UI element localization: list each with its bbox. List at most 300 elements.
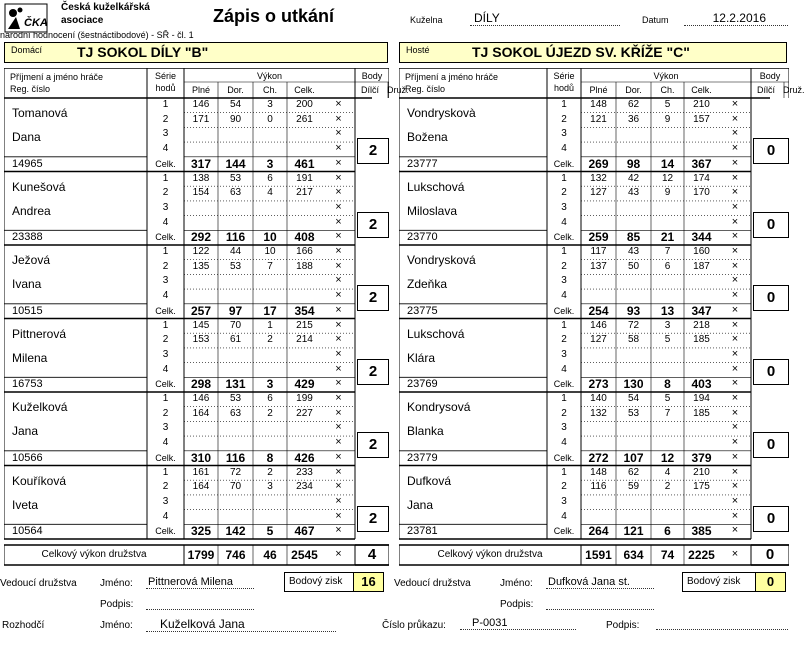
home-label: Domácí xyxy=(11,45,43,55)
away-series-value: 9 xyxy=(664,113,671,125)
away-player-points: 0 xyxy=(753,506,789,532)
home-series-number: 1 xyxy=(162,466,169,478)
home-player-total: 131 xyxy=(225,377,246,392)
home-col-series: Série xyxy=(154,71,176,81)
away-player-total: 259 xyxy=(588,230,609,245)
home-player-points: 2 xyxy=(357,432,389,458)
away-player-reg-number: 23769 xyxy=(407,378,438,391)
away-series-value: 210 xyxy=(693,466,710,478)
away-player-total: 13 xyxy=(660,303,675,318)
away-series-value: 127 xyxy=(590,187,607,199)
away-col-player: Příjmení a jméno hráče xyxy=(405,72,499,82)
away-series-value: 12 xyxy=(661,172,674,184)
away-series-value: 210 xyxy=(693,99,710,110)
away-series-value: 7 xyxy=(664,246,671,257)
home-series-value: 72 xyxy=(229,466,242,478)
away-dilci-x-mark: × xyxy=(731,480,739,493)
referee-name: Kuželková Jana xyxy=(146,617,336,632)
away-player-total: 379 xyxy=(691,450,712,465)
home-dilci-x-mark: × xyxy=(335,98,342,110)
away-dilci-x-mark: × xyxy=(731,436,739,449)
home-series-number: 4 xyxy=(162,437,169,449)
away-player-surname: Vondrysková xyxy=(407,253,476,267)
home-series-value: 7 xyxy=(267,260,273,272)
away-series-value: 54 xyxy=(627,393,640,404)
home-player-surname: Ježová xyxy=(12,253,51,267)
home-score-table xyxy=(4,68,409,568)
home-player-total: 144 xyxy=(225,156,246,171)
referee-sign-line xyxy=(656,618,788,630)
home-player-firstname: Iveta xyxy=(12,497,39,512)
home-series-value: 146 xyxy=(192,393,210,404)
home-col-clear: Dor. xyxy=(227,85,244,95)
away-player-total: 264 xyxy=(588,524,609,539)
away-series-number: 4 xyxy=(561,437,567,449)
away-series-number: 3 xyxy=(561,422,567,434)
home-player-total: 298 xyxy=(190,377,212,392)
home-sign-line xyxy=(146,598,254,610)
home-captain-name: Pittnerová Milena xyxy=(146,576,254,589)
home-player-total: 317 xyxy=(190,156,212,171)
away-series-value: 72 xyxy=(627,319,640,331)
home-dilci-x-mark: × xyxy=(335,259,342,272)
away-captain-name: Dufková Jana st. xyxy=(546,576,654,589)
away-celk-tag: Celk. xyxy=(553,305,575,316)
home-player-reg-number: 10564 xyxy=(12,525,43,538)
home-player-surname: Kunešová xyxy=(12,179,66,194)
home-dilci-x-mark: × xyxy=(335,494,342,507)
home-player-total: 17 xyxy=(263,303,277,318)
home-dilci-x-mark: × xyxy=(335,230,342,243)
away-series-value: 187 xyxy=(693,260,710,272)
home-series-value: 6 xyxy=(267,393,273,404)
away-dilci-x-mark: × xyxy=(731,142,739,155)
away-dilci-x-mark: × xyxy=(731,259,739,272)
home-celk-tag: Celk. xyxy=(155,452,176,463)
home-series-value: 153 xyxy=(192,334,210,346)
away-dilci-x-mark: × xyxy=(731,156,739,169)
away-sign-label: Podpis: xyxy=(500,599,534,610)
home-team-points: 4 xyxy=(367,546,377,563)
home-bod-label: Bodový zisk xyxy=(289,576,343,587)
home-bod-box xyxy=(284,572,384,592)
home-series-value: 164 xyxy=(192,481,210,493)
away-dilci-x-mark: × xyxy=(731,112,739,125)
home-series-number: 4 xyxy=(162,510,169,522)
away-dilci-x-mark: × xyxy=(731,524,739,537)
home-series-number: 3 xyxy=(162,128,169,140)
away-celk-tag: Celk. xyxy=(553,379,575,390)
away-team-total-x-mark: × xyxy=(731,548,739,560)
away-dilci-x-mark: × xyxy=(731,289,739,302)
away-series-number: 4 xyxy=(561,290,567,302)
home-player-total: 429 xyxy=(294,377,315,392)
home-player-points: 2 xyxy=(357,212,389,238)
home-dilci-x-mark: × xyxy=(335,289,342,302)
home-series-value: 154 xyxy=(192,187,210,199)
home-dilci-x-mark: × xyxy=(335,333,342,346)
home-bod-value: 16 xyxy=(353,573,383,591)
home-team-total-label: Celkový výkon družstva xyxy=(41,549,147,560)
home-series-number: 3 xyxy=(162,348,169,360)
away-series-value: 3 xyxy=(664,319,671,331)
home-series-number: 3 xyxy=(162,495,169,507)
away-series-value: 62 xyxy=(627,466,640,478)
away-series-number: 1 xyxy=(561,246,567,257)
away-player-points: 0 xyxy=(753,285,789,311)
away-series-value: 137 xyxy=(590,260,607,272)
home-dilci-x-mark: × xyxy=(335,142,342,155)
away-series-value: 5 xyxy=(664,334,671,346)
away-player-reg-number: 23779 xyxy=(407,451,438,464)
home-captain-label: Vedoucí družstva xyxy=(0,578,77,589)
away-dilci-x-mark: × xyxy=(731,245,739,257)
away-player-firstname: Jana xyxy=(407,497,434,512)
home-series-value: 44 xyxy=(229,246,242,257)
away-series-value: 2 xyxy=(664,481,671,493)
away-series-value: 157 xyxy=(693,113,710,125)
home-series-value: 200 xyxy=(296,99,313,110)
home-series-value: 233 xyxy=(296,466,313,478)
away-series-value: 218 xyxy=(693,319,710,331)
home-player-total: 3 xyxy=(266,156,274,171)
away-dilci-x-mark: × xyxy=(731,377,739,390)
away-series-number: 1 xyxy=(561,393,567,404)
away-player-firstname: Miloslava xyxy=(407,203,458,218)
home-player-reg-number: 10566 xyxy=(12,451,43,464)
home-player-total: 3 xyxy=(266,377,274,392)
home-series-value: 6 xyxy=(267,172,273,184)
away-celk-tag: Celk. xyxy=(553,452,575,463)
home-series-value: 145 xyxy=(192,319,210,331)
away-player-total: 121 xyxy=(623,524,644,539)
away-series-value: 121 xyxy=(590,113,607,125)
home-celk-tag: Celk. xyxy=(155,526,176,537)
home-dilci-x-mark: × xyxy=(335,303,342,316)
home-player-total: 116 xyxy=(225,230,246,245)
away-series-value: 194 xyxy=(693,393,710,404)
away-player-total: 347 xyxy=(691,303,712,318)
venue-label: Kuželna xyxy=(410,15,443,25)
home-player-total: 461 xyxy=(294,156,315,171)
home-player-surname: Pittnerová xyxy=(12,326,67,341)
home-series-number: 4 xyxy=(162,216,169,228)
home-series-number: 1 xyxy=(162,172,169,184)
home-series-value: 146 xyxy=(192,99,210,110)
away-series-value: 50 xyxy=(627,260,640,272)
home-dilci-x-mark: × xyxy=(335,127,342,140)
away-team-bar xyxy=(399,42,787,63)
home-series-number: 2 xyxy=(162,187,169,199)
home-player-total: 354 xyxy=(294,303,315,318)
home-series-number: 2 xyxy=(162,481,169,493)
home-sign-label: Podpis: xyxy=(100,599,134,610)
away-series-number: 4 xyxy=(561,363,567,375)
away-series-value: 7 xyxy=(664,407,671,419)
home-player-reg-number: 14965 xyxy=(12,157,43,170)
away-series-number: 3 xyxy=(561,495,567,507)
home-dilci-x-mark: × xyxy=(335,524,342,537)
away-series-number: 3 xyxy=(561,348,567,360)
home-player-reg-number: 16753 xyxy=(12,378,43,391)
away-player-total: 12 xyxy=(660,450,675,465)
home-series-value: 138 xyxy=(192,172,210,184)
home-player-total: 116 xyxy=(225,450,246,465)
home-series-number: 1 xyxy=(162,319,169,331)
away-series-number: 4 xyxy=(561,143,567,155)
home-series-number: 1 xyxy=(162,393,169,404)
home-col-performance: Výkon xyxy=(256,71,282,81)
home-team-total-value: 2545 xyxy=(291,548,318,562)
home-series-value: 70 xyxy=(229,481,242,493)
home-dilci-x-mark: × xyxy=(335,156,342,169)
home-series-number: 2 xyxy=(162,407,169,419)
away-player-total: 130 xyxy=(623,377,644,392)
home-player-firstname: Milena xyxy=(12,350,48,365)
away-player-reg-number: 23775 xyxy=(407,304,438,317)
home-player-firstname: Jana xyxy=(12,424,39,438)
home-series-value: 63 xyxy=(229,187,242,199)
away-series-value: 116 xyxy=(590,481,607,493)
home-player-total: 97 xyxy=(228,303,243,318)
home-player-surname: Kuželková xyxy=(12,400,68,414)
home-series-value: 3 xyxy=(267,481,273,493)
away-player-total: 367 xyxy=(691,156,712,171)
home-series-value: 54 xyxy=(229,99,242,110)
away-team-name: TJ SOKOL ÚJEZD SV. KŘÍŽE "C" xyxy=(472,44,690,60)
home-series-value: 10 xyxy=(264,246,276,257)
home-player-surname: Tomanová xyxy=(12,106,68,120)
away-col-misses: Ch. xyxy=(660,85,675,95)
away-team-total-value: 74 xyxy=(660,548,675,562)
away-series-value: 5 xyxy=(664,393,671,404)
away-player-surname: Lukschová xyxy=(407,326,465,341)
away-series-value: 185 xyxy=(693,407,710,419)
away-player-points: 0 xyxy=(753,432,789,458)
home-col-points-team: Druž. xyxy=(387,85,409,95)
away-series-number: 2 xyxy=(561,113,567,125)
home-series-number: 1 xyxy=(162,99,169,110)
away-dilci-x-mark: × xyxy=(731,450,739,463)
away-player-surname: Vondryskovà xyxy=(407,106,476,120)
logo-text: ČKA xyxy=(24,17,48,29)
away-series-value: 42 xyxy=(627,172,640,184)
home-series-value: 53 xyxy=(229,260,242,272)
away-dilci-x-mark: × xyxy=(731,392,739,404)
away-dilci-x-mark: × xyxy=(731,465,739,478)
away-series-value: 185 xyxy=(693,334,710,346)
home-series-value: 4 xyxy=(267,187,273,199)
away-series-value: 148 xyxy=(590,99,607,110)
away-name-label: Jméno: xyxy=(500,578,533,589)
away-player-surname: Kondrysová xyxy=(407,400,471,414)
away-bod-label: Bodový zisk xyxy=(687,576,741,587)
away-dilci-x-mark: × xyxy=(731,186,739,199)
card-label: Číslo průkazu: xyxy=(382,620,446,631)
home-series-value: 70 xyxy=(229,319,242,331)
home-series-value: 214 xyxy=(296,334,313,346)
home-series-value: 227 xyxy=(296,407,313,419)
away-dilci-x-mark: × xyxy=(731,274,739,287)
away-series-value: 146 xyxy=(590,319,607,331)
home-player-total: 325 xyxy=(190,524,212,539)
away-series-number: 2 xyxy=(561,407,567,419)
away-col-points: Body xyxy=(759,71,781,81)
away-col-series: Série xyxy=(553,71,575,81)
home-series-value: 164 xyxy=(192,407,210,419)
home-team-bar xyxy=(4,42,388,63)
home-series-value: 199 xyxy=(296,393,313,404)
home-series-value: 188 xyxy=(296,260,313,272)
away-col-clear: Dor. xyxy=(625,85,642,95)
home-team-total-value: 1799 xyxy=(187,548,215,562)
home-series-value: 234 xyxy=(296,481,313,493)
home-player-total: 8 xyxy=(266,450,274,465)
away-player-points: 0 xyxy=(753,212,789,238)
home-series-number: 1 xyxy=(162,246,169,257)
date-label: Datum xyxy=(642,15,669,25)
away-player-reg-number: 23777 xyxy=(407,157,438,170)
home-series-value: 261 xyxy=(296,113,313,125)
home-series-value: 0 xyxy=(267,113,273,125)
away-team-points: 0 xyxy=(765,546,775,563)
home-player-firstname: Dana xyxy=(12,130,41,144)
away-player-firstname: Blanka xyxy=(407,424,444,438)
away-series-number: 4 xyxy=(561,216,567,228)
away-player-total: 273 xyxy=(588,377,609,392)
home-dilci-x-mark: × xyxy=(335,421,342,434)
away-col-total: Celk. xyxy=(691,85,712,95)
away-player-total: 107 xyxy=(623,450,644,465)
home-series-value: 53 xyxy=(229,393,242,404)
away-series-value: 58 xyxy=(627,334,640,346)
home-col-player: Příjmení a jméno hráče xyxy=(10,72,104,82)
away-celk-tag: Celk. xyxy=(553,232,575,243)
home-player-points: 2 xyxy=(357,285,389,311)
home-series-number: 4 xyxy=(162,143,169,155)
away-player-total: 14 xyxy=(660,156,675,171)
away-series-value: 4 xyxy=(664,466,671,478)
away-series-value: 53 xyxy=(627,407,640,419)
home-series-number: 2 xyxy=(162,260,169,272)
away-dilci-x-mark: × xyxy=(731,318,739,331)
home-player-points: 2 xyxy=(357,359,389,385)
home-name-label: Jméno: xyxy=(100,578,133,589)
away-series-number: 2 xyxy=(561,187,567,199)
away-dilci-x-mark: × xyxy=(731,494,739,507)
home-series-value: 61 xyxy=(229,334,242,346)
away-player-total: 93 xyxy=(626,303,641,318)
away-series-number: 3 xyxy=(561,128,567,140)
away-bod-box xyxy=(682,572,786,592)
home-player-total: 142 xyxy=(225,524,246,539)
away-player-points: 0 xyxy=(753,359,789,385)
home-col-series2: hodů xyxy=(155,83,176,93)
away-series-value: 43 xyxy=(627,187,640,199)
home-team-total-x-mark: × xyxy=(335,548,342,560)
away-series-value: 127 xyxy=(590,334,607,346)
away-player-surname: Dufková xyxy=(407,473,452,488)
away-series-value: 5 xyxy=(664,99,671,110)
home-series-value: 215 xyxy=(296,319,313,331)
away-player-surname: Lukschová xyxy=(407,179,465,194)
away-dilci-x-mark: × xyxy=(731,421,739,434)
away-col-series2: hodů xyxy=(553,83,575,93)
away-col-points-team: Druž. xyxy=(783,85,805,95)
away-series-value: 175 xyxy=(693,481,710,493)
home-dilci-x-mark: × xyxy=(335,362,342,375)
away-series-number: 1 xyxy=(561,319,567,331)
venue-value: DÍLY xyxy=(470,11,620,26)
away-series-number: 3 xyxy=(561,201,567,213)
away-dilci-x-mark: × xyxy=(731,362,739,375)
away-series-value: 62 xyxy=(627,99,640,110)
home-series-number: 2 xyxy=(162,334,169,346)
away-player-total: 21 xyxy=(660,230,675,245)
home-player-total: 310 xyxy=(190,450,212,465)
home-celk-tag: Celk. xyxy=(155,158,176,169)
home-dilci-x-mark: × xyxy=(335,215,342,228)
away-dilci-x-mark: × xyxy=(731,171,739,184)
away-series-value: 132 xyxy=(590,407,607,419)
home-series-number: 2 xyxy=(162,113,169,125)
away-captain-label: Vedoucí družstva xyxy=(394,578,471,589)
home-dilci-x-mark: × xyxy=(335,509,342,522)
home-celk-tag: Celk. xyxy=(155,305,176,316)
referee-name-label: Jméno: xyxy=(100,620,133,631)
home-player-total: 10 xyxy=(263,230,277,245)
away-series-value: 9 xyxy=(664,187,671,199)
home-series-number: 4 xyxy=(162,290,169,302)
away-team-total-label: Celkový výkon družstva xyxy=(437,549,543,560)
away-score-table xyxy=(399,68,805,568)
home-dilci-x-mark: × xyxy=(335,171,342,184)
referee-sign-label: Podpis: xyxy=(606,620,640,631)
home-series-value: 1 xyxy=(267,319,273,331)
home-series-value: 2 xyxy=(267,466,273,478)
home-series-value: 217 xyxy=(296,187,313,199)
home-dilci-x-mark: × xyxy=(335,200,342,213)
away-series-number: 2 xyxy=(561,260,567,272)
away-dilci-x-mark: × xyxy=(731,215,739,228)
home-player-points: 2 xyxy=(357,506,389,532)
org-name-line1: Česká kuželkářská xyxy=(61,2,150,13)
away-series-number: 1 xyxy=(561,99,567,110)
away-player-total: 344 xyxy=(691,230,712,245)
home-series-number: 3 xyxy=(162,201,169,213)
home-player-reg-number: 23388 xyxy=(12,231,43,244)
home-series-value: 53 xyxy=(229,172,242,184)
away-series-number: 1 xyxy=(561,466,567,478)
home-player-total: 467 xyxy=(294,524,315,539)
away-label: Hosté xyxy=(406,45,430,55)
home-col-points-ind: Dílčí xyxy=(361,85,379,95)
home-series-value: 122 xyxy=(192,246,210,257)
home-player-firstname: Andrea xyxy=(12,203,51,218)
home-series-value: 3 xyxy=(267,99,273,110)
home-dilci-x-mark: × xyxy=(335,186,342,199)
away-player-firstname: Zdeňka xyxy=(407,277,448,291)
home-series-value: 2 xyxy=(267,334,273,346)
away-series-value: 132 xyxy=(590,172,607,184)
home-celk-tag: Celk. xyxy=(155,379,176,390)
away-dilci-x-mark: × xyxy=(731,230,739,243)
home-player-total: 426 xyxy=(294,450,315,465)
home-celk-tag: Celk. xyxy=(155,232,176,243)
home-col-full: Plné xyxy=(191,85,210,95)
home-dilci-x-mark: × xyxy=(335,436,342,449)
away-dilci-x-mark: × xyxy=(731,509,739,522)
